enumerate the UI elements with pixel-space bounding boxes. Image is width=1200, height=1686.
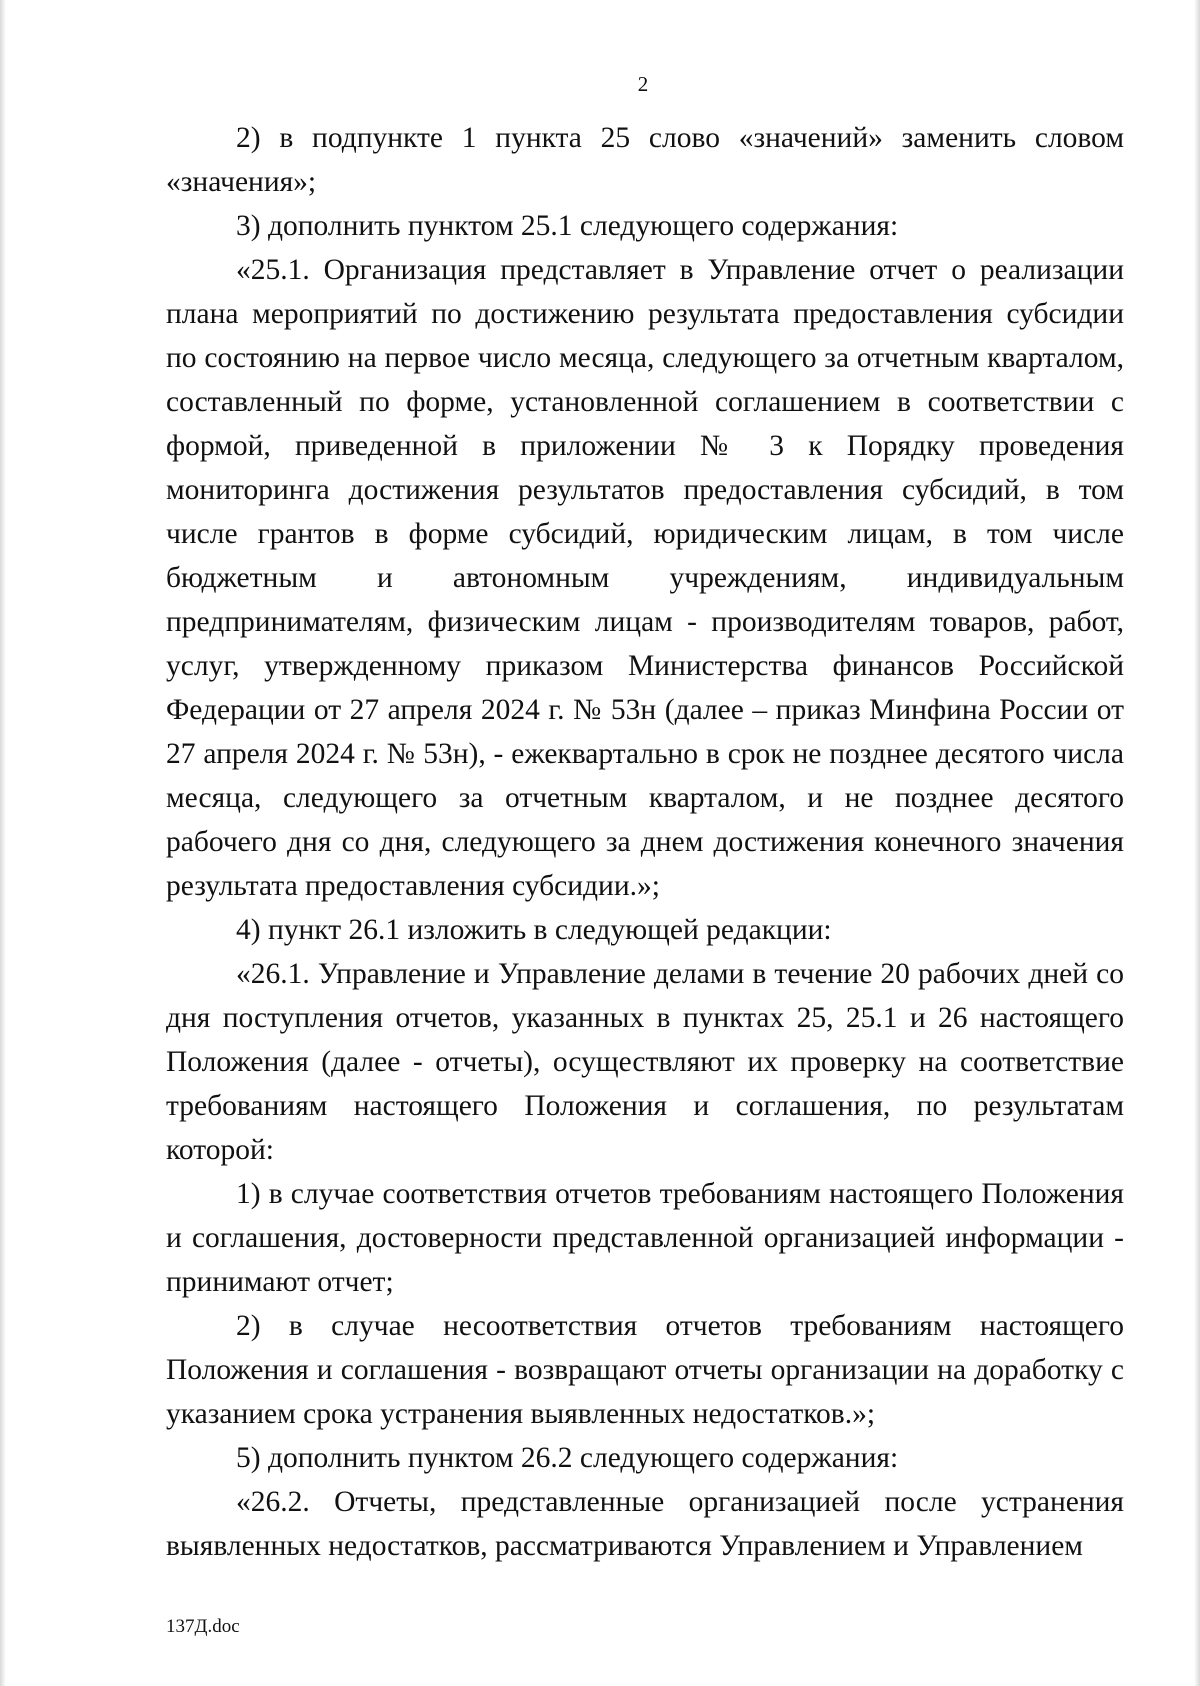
paragraph-item-4: 4) пункт 26.1 изложить в следующей редакции: <box>236 914 832 946</box>
document-body <box>166 116 1124 1568</box>
paragraph-item-2: 2) в подпункте 1 пункта 25 слово «значений» заменить словом «значения»; <box>166 122 1124 198</box>
paragraph-26-1: «26.1. Управление и Управление делами в течение 20 рабочих дней со дня поступления отчетов, указанных в пунктах 25, 25.1 и 26 настоящего Положения (далее - отчеты), осуществляют их проверку на соответствие требованиям настоящего Положения и соглашения, по результатам которой: <box>166 958 1124 1166</box>
paragraph-subitem-1: 1) в случае соответствия отчетов требованиям настоящего Положения и соглашения, достоверности представленной организацией информации - принимают отчет; <box>166 1178 1124 1298</box>
scan-edge-left <box>0 0 6 1686</box>
footer-filename: 137Д.doc <box>166 1616 240 1637</box>
paragraph-26-2: «26.2. Отчеты, представленные организацией после устранения выявленных недостатков, рассматриваются Управлением и Управлением <box>166 1486 1124 1562</box>
paragraph-item-3: 3) дополнить пунктом 25.1 следующего содержания: <box>236 210 899 242</box>
scan-edge-right <box>1194 0 1200 1686</box>
paragraph-item-5: 5) дополнить пунктом 26.2 следующего содержания: <box>236 1442 899 1474</box>
page-number: 2 <box>637 72 649 96</box>
paragraph-25-1: «25.1. Организация представляет в Управление отчет о реализации плана мероприятий по достижению результата предоставления субсидии по состоянию на первое число месяца, следующего за отчетным кварталом, составленный по форме, установленной соглашением в соответствии с формой, приведенной в приложении № 3 к Порядку проведения мониторинга достижения результатов предоставления субсидий, в том числе грантов в форме субсидий, юридическим лицам, в том числе бюджетным и автономным учреждениям, индивидуальным предпринимателям, физическим лицам - производителям товаров, работ, услуг, утвержденному приказом Министерства финансов Российской Федерации от 27 апреля 2024 г. № 53н (далее – приказ Минфина России от 27 апреля 2024 г. № 53н), - ежеквартально в срок не позднее десятого числа месяца, следующего за отчетным кварталом, и не позднее десятого рабочего дня со дня, следующего за днем достижения конечного значения результата предоставления субсидии.»; <box>166 254 1124 902</box>
paragraph-subitem-2: 2) в случае несоответствия отчетов требованиям настоящего Положения и соглашения - возвращают отчеты организации на доработку с указанием срока устранения выявленных недостатков.»; <box>166 1310 1124 1430</box>
